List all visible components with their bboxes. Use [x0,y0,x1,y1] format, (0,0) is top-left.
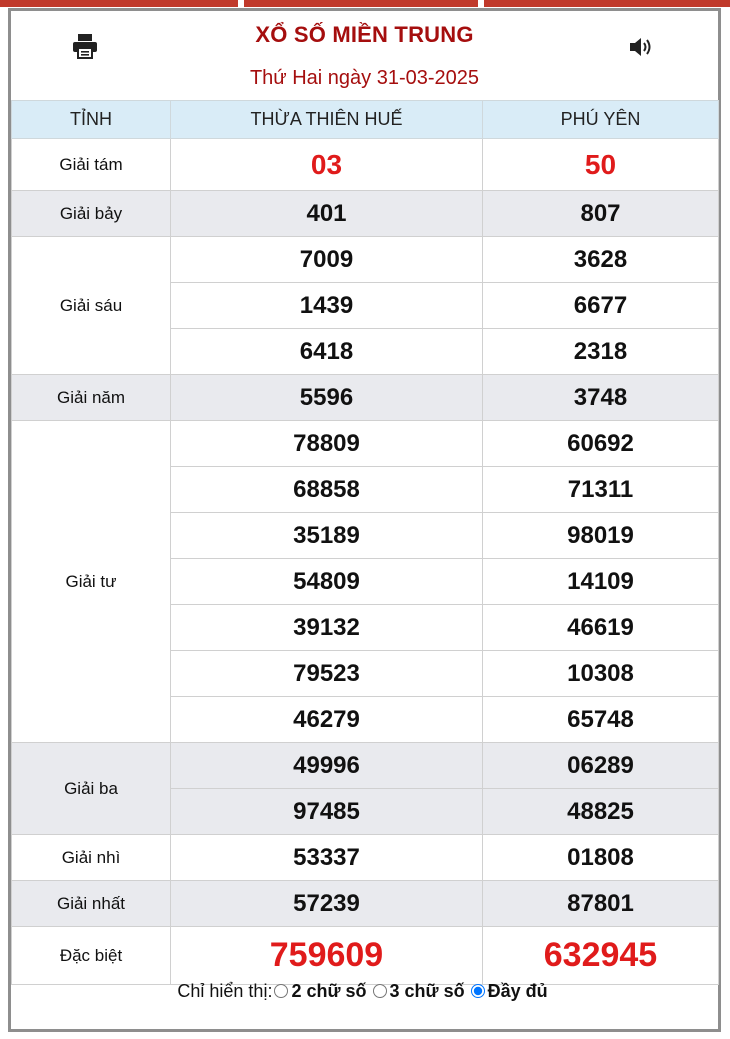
results-header [11,11,718,100]
radio-3-digits-label[interactable]: 3 chữ số [389,981,465,1001]
table-row-giai-bay [12,191,719,237]
prize-number: 68858 [171,467,483,513]
prize-number: 50 [483,139,719,191]
special-prize-number: 759609 [171,927,483,985]
prize-number: 54809 [171,559,483,605]
prize-number: 10308 [483,651,719,697]
prize-number: 2318 [483,329,719,375]
prize-number: 46619 [483,605,719,651]
prize-label: Giải sáu [12,237,171,375]
column-header-province: TỈNH [12,101,171,139]
top-tab-bar [0,0,730,8]
radio-full-label[interactable]: Đầy đủ [487,981,548,1001]
column-header-phu-yen: PHÚ YÊN [483,101,719,139]
table-row-giai-ba [12,743,719,789]
table-row-giai-tam [12,139,719,191]
prize-number: 807 [483,191,719,237]
prize-number: 60692 [483,421,719,467]
prize-number: 6418 [171,329,483,375]
prize-label: Giải nhì [12,835,171,881]
results-panel [8,8,721,1032]
display-filter-label: Chỉ hiển thị: [177,981,273,1001]
prize-number: 79523 [171,651,483,697]
draw-date: Thứ Hai ngày 31-03-2025 [249,67,480,89]
radio-2-digits-label[interactable]: 2 chữ số [291,981,367,1001]
prize-label: Giải năm [12,375,171,421]
display-filter [11,981,718,1002]
prize-label: Giải tám [12,139,171,191]
prize-number: 98019 [483,513,719,559]
prize-number: 01808 [483,835,719,881]
tab-strip-right[interactable] [484,0,730,7]
prize-number: 7009 [171,237,483,283]
prize-number: 06289 [483,743,719,789]
prize-number: 6677 [483,283,719,329]
prize-number: 48825 [483,789,719,835]
prize-label: Giải bảy [12,191,171,237]
prize-number: 1439 [171,283,483,329]
prize-number: 401 [171,191,483,237]
tab-strip-middle[interactable] [244,0,478,7]
tab-strip-left[interactable] [0,0,238,7]
radio-full[interactable] [471,984,485,998]
table-row-giai-nhat [12,881,719,927]
prize-label: Giải tư [12,421,171,743]
speaker-icon[interactable] [628,35,656,59]
column-header-thua-thien-hue: THỪA THIÊN HUẾ [171,101,483,139]
prize-number: 57239 [171,881,483,927]
special-prize-number: 632945 [483,927,719,985]
table-header-row [12,101,719,139]
table-row-giai-tu [12,421,719,467]
prize-number: 35189 [171,513,483,559]
prize-number: 71311 [483,467,719,513]
prize-number: 53337 [171,835,483,881]
prize-number: 39132 [171,605,483,651]
prize-number: 46279 [171,697,483,743]
prize-label: Giải nhất [12,881,171,927]
prize-number: 03 [171,139,483,191]
prize-number: 3748 [483,375,719,421]
prize-number: 14109 [483,559,719,605]
radio-2-digits[interactable] [274,984,288,998]
prize-number: 97485 [171,789,483,835]
table-row-giai-nhi [12,835,719,881]
table-row-giai-sau [12,237,719,283]
prize-number: 65748 [483,697,719,743]
prize-label: Đặc biệt [12,927,171,985]
prize-label: Giải ba [12,743,171,835]
prize-number: 3628 [483,237,719,283]
prize-number: 49996 [171,743,483,789]
table-row-dac-biet [12,927,719,985]
prize-number: 87801 [483,881,719,927]
results-table [11,100,719,985]
radio-3-digits[interactable] [373,984,387,998]
page-title: XỔ SỐ MIỀN TRUNG [255,22,474,47]
prize-number: 78809 [171,421,483,467]
prize-number: 5596 [171,375,483,421]
table-row-giai-nam [12,375,719,421]
